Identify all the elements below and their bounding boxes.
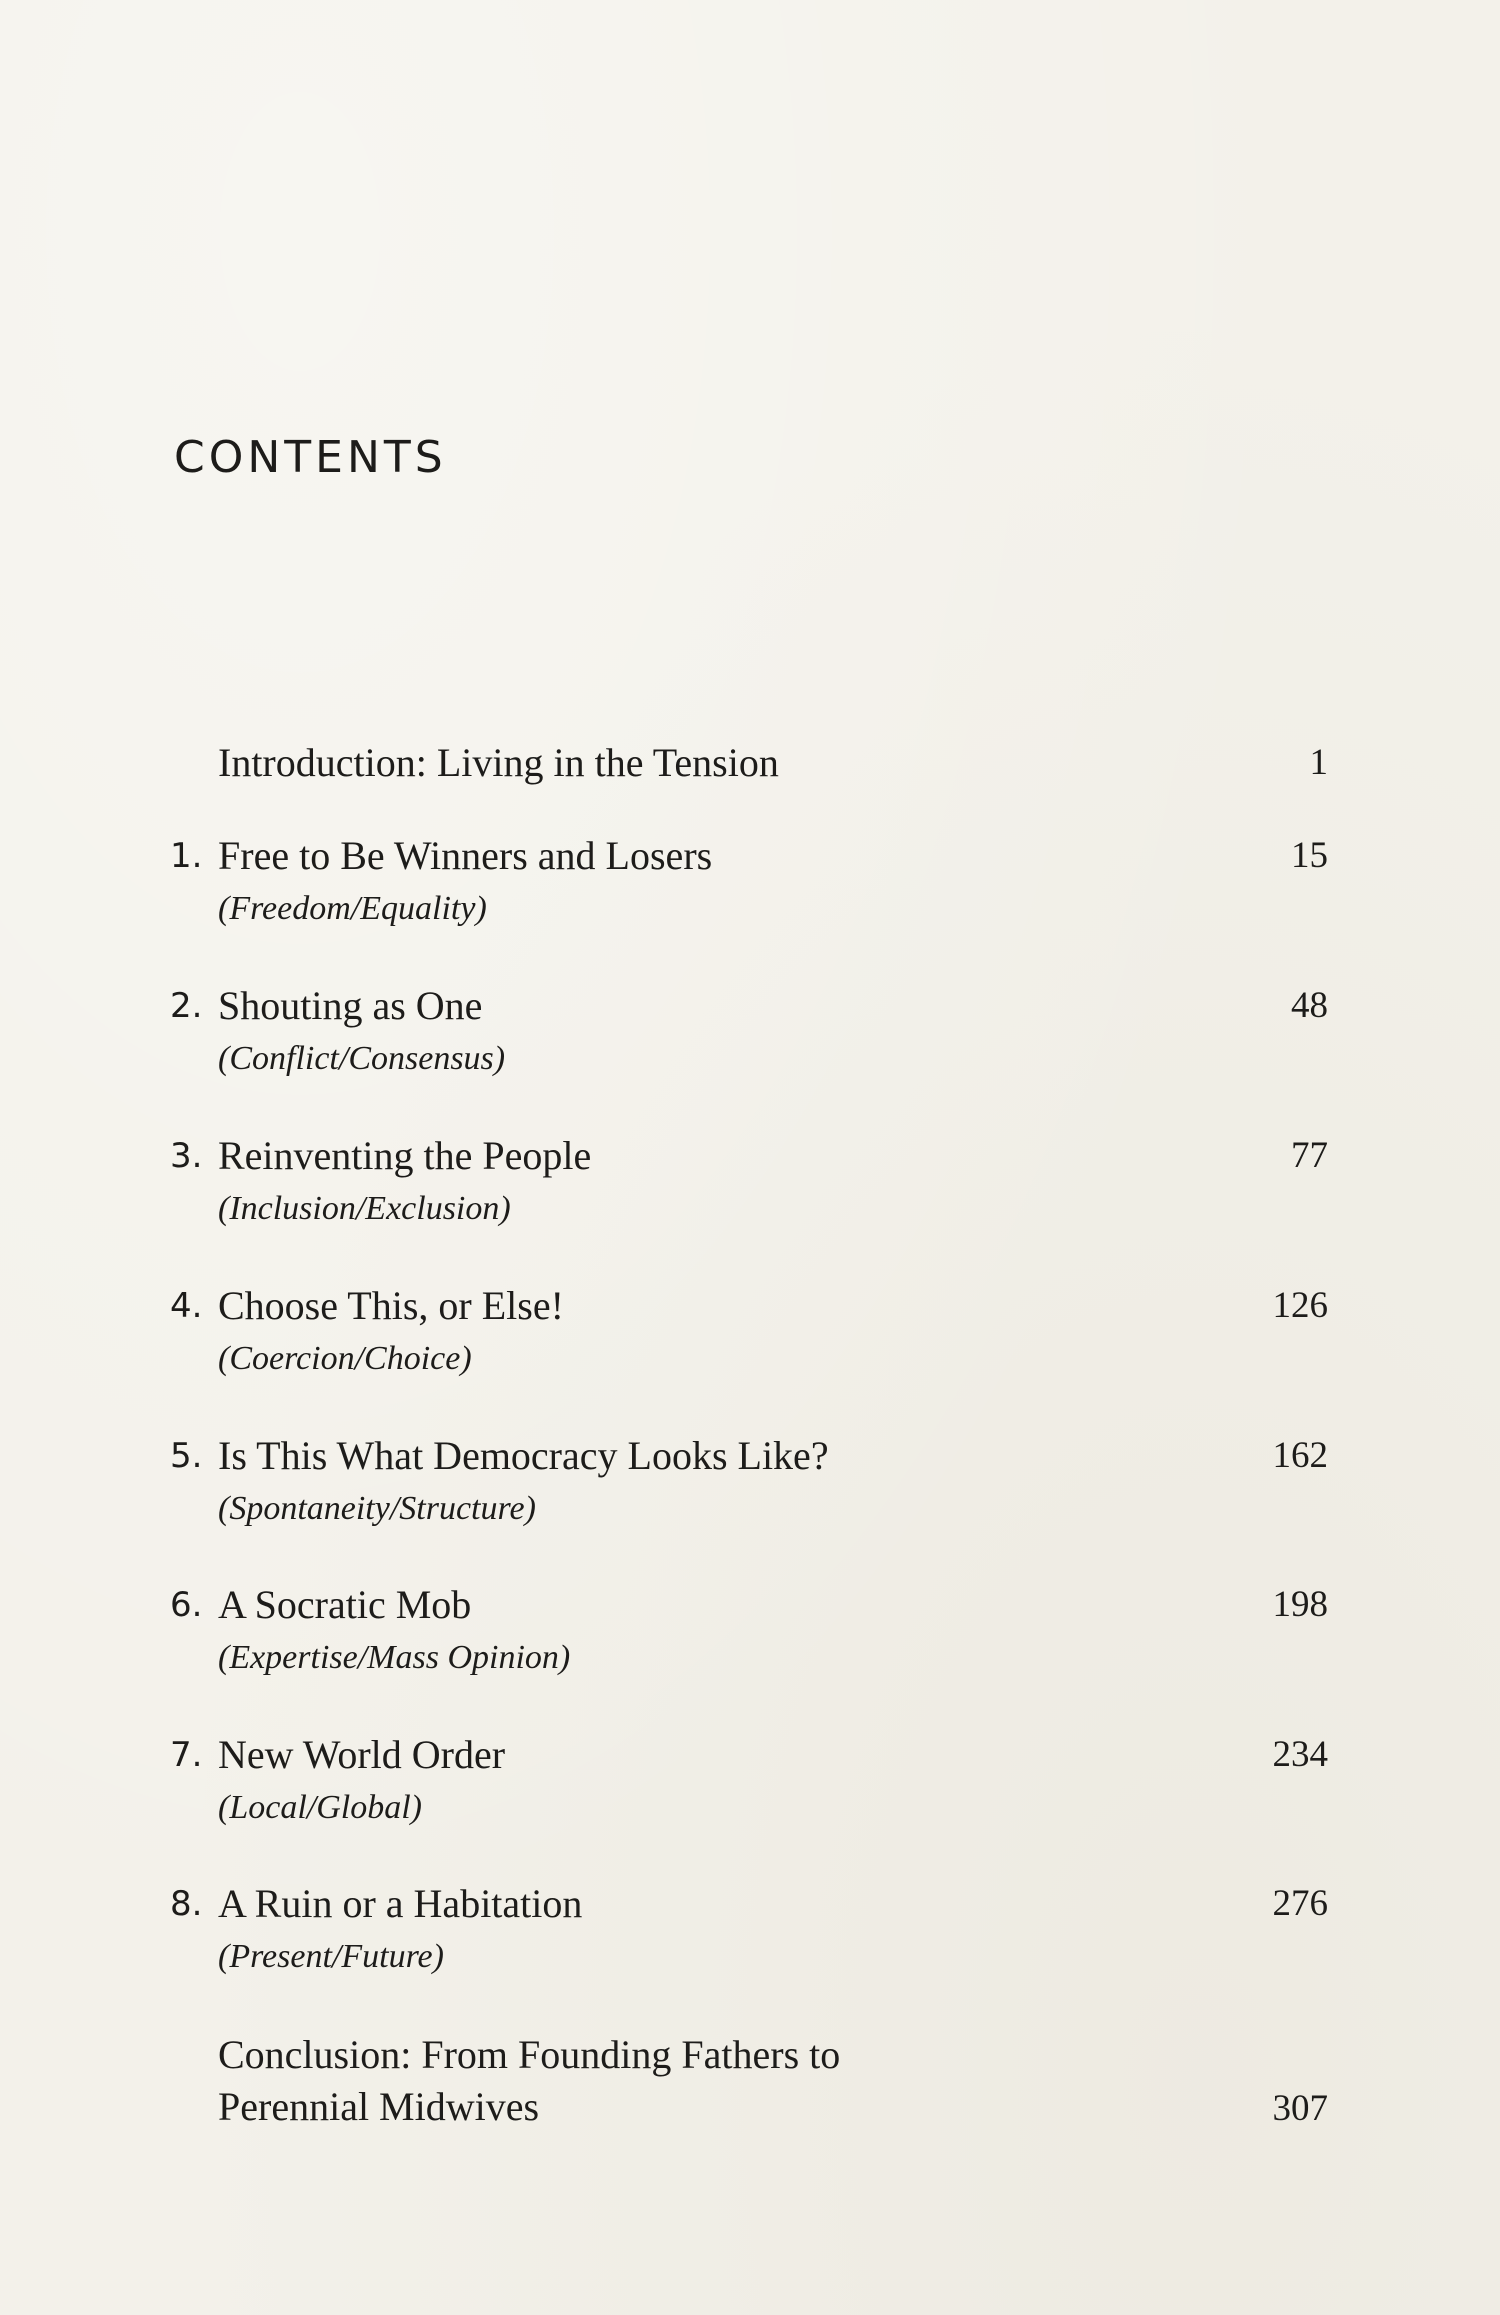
chapter-number: 4. (170, 1286, 203, 1326)
entry-page-number: 307 (1272, 2088, 1328, 2129)
entry-title: Choose This, or Else! (218, 1283, 564, 1328)
entry-subtitle: (Local/Global) (218, 1789, 422, 1826)
entry-subtitle: (Expertise/Mass Opinion) (218, 1639, 571, 1676)
entry-page-number: 276 (1272, 1883, 1328, 1924)
entry-title-continued: Perennial Midwives (218, 2084, 540, 2129)
entry-subtitle: (Inclusion/Exclusion) (218, 1190, 511, 1227)
chapter-number: 7. (170, 1735, 203, 1775)
entry-title: Shouting as One (218, 983, 483, 1028)
entry-title: Reinventing the People (218, 1133, 592, 1178)
entry-page-number: 198 (1272, 1584, 1328, 1625)
entry-page-number: 77 (1291, 1135, 1328, 1176)
entry-title: Is This What Democracy Looks Like? (218, 1433, 829, 1478)
entry-page-number: 162 (1272, 1435, 1328, 1476)
entry-title: Introduction: Living in the Tension (218, 740, 779, 785)
entry-page-number: 234 (1272, 1734, 1328, 1775)
entry-page-number: 1 (1309, 742, 1328, 783)
chapter-number: 1. (170, 836, 203, 876)
entry-title: A Socratic Mob (218, 1582, 472, 1627)
chapter-number: 3. (170, 1136, 203, 1176)
entry-subtitle: (Conflict/Consensus) (218, 1040, 506, 1077)
entry-subtitle: (Freedom/Equality) (218, 890, 487, 927)
entry-page-number: 15 (1291, 835, 1328, 876)
entry-subtitle: (Coercion/Choice) (218, 1340, 472, 1377)
chapter-number: 5. (170, 1436, 203, 1476)
entry-title: Conclusion: From Founding Fathers to (218, 2032, 841, 2077)
entry-title: New World Order (218, 1732, 506, 1777)
entry-title: Free to Be Winners and Losers (218, 833, 713, 878)
entry-page-number: 126 (1272, 1285, 1328, 1326)
entry-subtitle: (Present/Future) (218, 1938, 444, 1975)
entry-subtitle: (Spontaneity/Structure) (218, 1490, 536, 1527)
chapter-number: 6. (170, 1585, 203, 1625)
chapter-number: 2. (170, 986, 203, 1026)
entry-page-number: 48 (1291, 985, 1328, 1026)
contents-heading: CONTENTS (174, 432, 447, 483)
chapter-number: 8. (170, 1884, 203, 1924)
entry-title: A Ruin or a Habitation (218, 1881, 583, 1926)
